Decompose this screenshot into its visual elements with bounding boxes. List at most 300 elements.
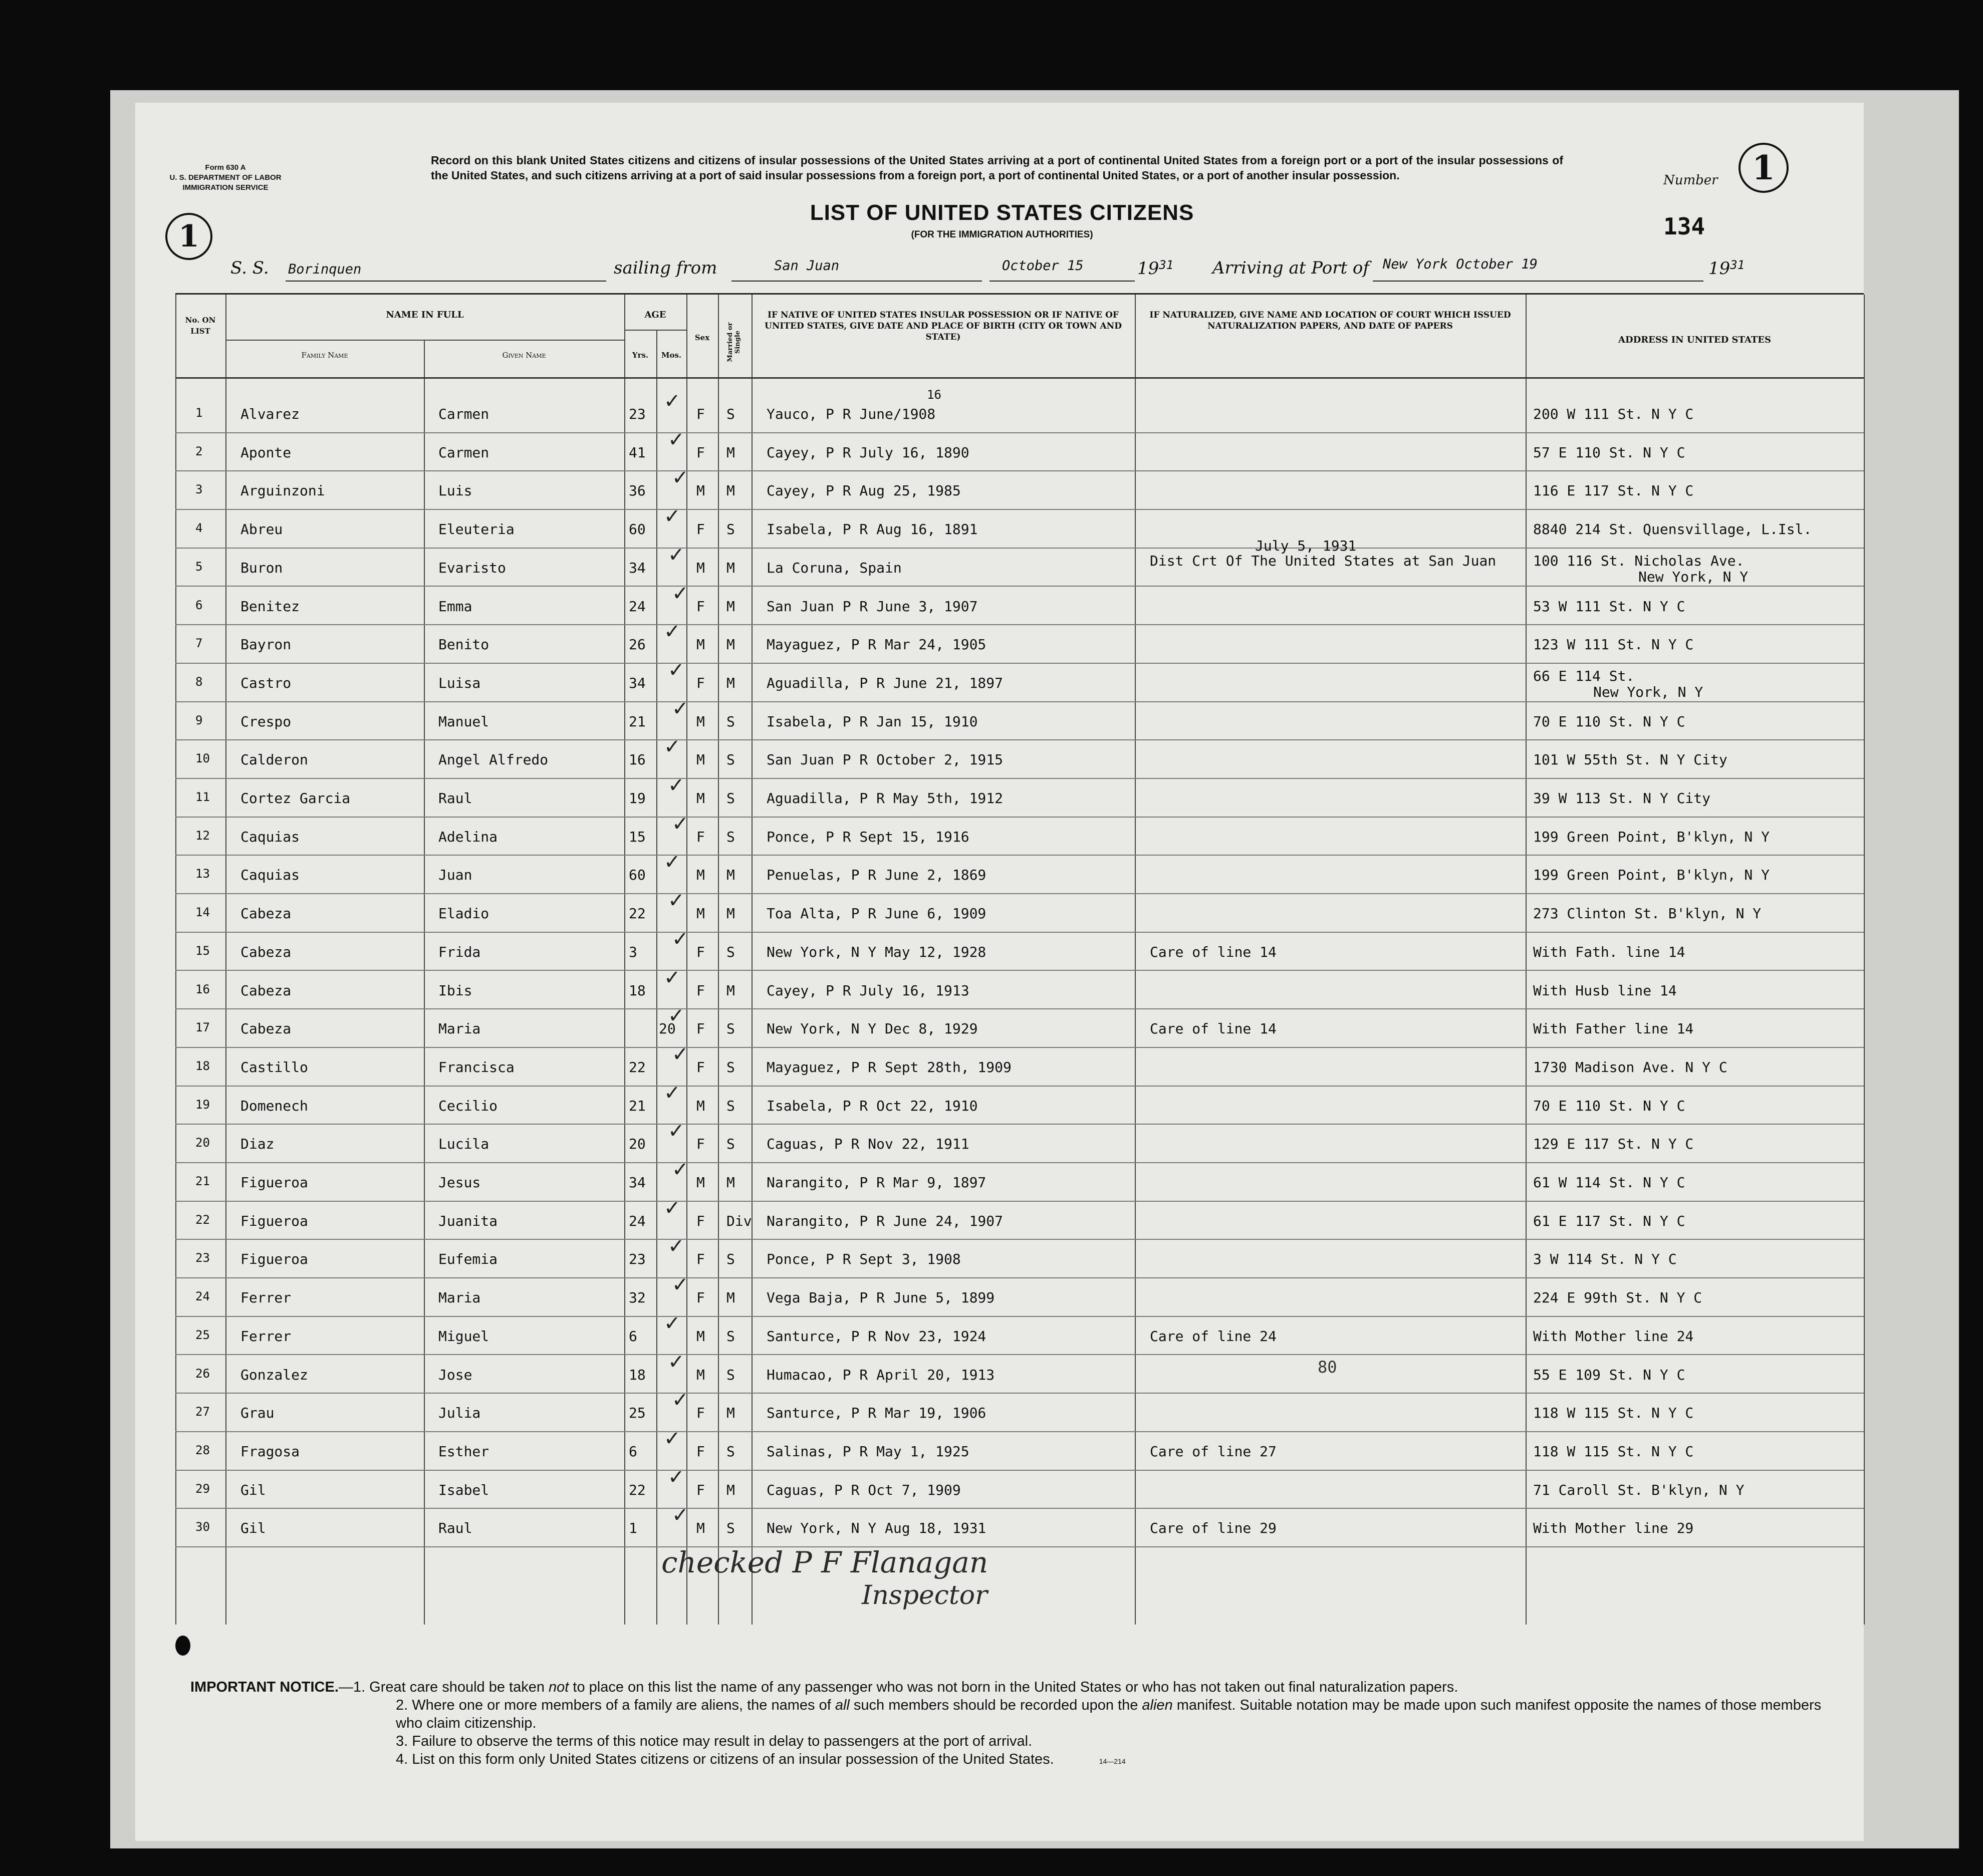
- table-row: [175, 1004, 1864, 1047]
- birth-place-date: Ponce, P R Sept 3, 1908: [767, 1251, 961, 1268]
- marital-status: M: [726, 905, 735, 922]
- age-years: 21: [629, 713, 646, 730]
- row-number: 13: [195, 867, 210, 881]
- marital-status: S: [726, 1366, 735, 1383]
- row-number: 28: [195, 1443, 210, 1457]
- department-name: U. S. DEPARTMENT OF LABOR: [169, 173, 282, 182]
- year-suffix: 31: [1159, 258, 1174, 272]
- marital-status: M: [726, 636, 735, 653]
- table-row: [175, 1120, 1864, 1163]
- row-number: 7: [195, 636, 203, 651]
- passenger-table: [175, 293, 1864, 1625]
- family-name: Figueroa: [240, 1251, 308, 1268]
- us-address: 199 Green Point, B'klyn, N Y: [1533, 867, 1770, 884]
- age-months: 20: [659, 1020, 676, 1037]
- list-number-circle: 1: [1739, 143, 1789, 193]
- age-years: 6: [629, 1443, 637, 1460]
- family-name: Gil: [240, 1520, 266, 1537]
- col-line: [1864, 295, 1865, 1625]
- sex: M: [696, 1366, 705, 1383]
- given-name: Raul: [438, 790, 472, 807]
- given-name: Jose: [438, 1366, 472, 1383]
- binder-hole: [45, 373, 64, 399]
- checkmark-icon: ✓: [664, 620, 681, 644]
- birth-place-date: Isabela, P R Jan 15, 1910: [767, 713, 978, 730]
- birth-place-date: Toa Alta, P R June 6, 1909: [767, 905, 986, 922]
- marital-status: M: [726, 1174, 735, 1191]
- checkmark-icon: ✓: [672, 1389, 689, 1412]
- us-address: With Mother line 24: [1533, 1327, 1694, 1345]
- marital-status: M: [726, 674, 735, 691]
- birth-place-date: New York, N Y May 12, 1928: [767, 943, 986, 960]
- notice-text: 4. List on this form only United States citizens or citizens of an insular possession of the United States.: [396, 1751, 1054, 1767]
- checkmark-icon: ✓: [668, 1004, 685, 1028]
- age-years: 22: [629, 1481, 646, 1498]
- birth-place-date: San Juan P R October 2, 1915: [767, 751, 1004, 768]
- sheet-number-circle: 1: [165, 213, 212, 260]
- sex: F: [696, 444, 705, 461]
- marital-status: M: [726, 559, 735, 576]
- sex: F: [696, 406, 705, 422]
- marital-status: M: [726, 1289, 735, 1306]
- row-number: 16: [195, 982, 210, 996]
- us-address: 39 W 113 St. N Y City: [1533, 790, 1711, 807]
- us-address: 55 E 109 St. N Y C: [1533, 1366, 1685, 1383]
- family-name: Abreu: [240, 521, 283, 538]
- marital-status: S: [726, 1251, 735, 1268]
- given-name: Angel Alfredo: [438, 751, 549, 768]
- sex: M: [696, 790, 705, 807]
- age-years: 6: [629, 1327, 637, 1345]
- row-number: 1: [195, 406, 203, 420]
- given-name: Eleuteria: [438, 521, 515, 538]
- marital-status: S: [726, 1327, 735, 1345]
- birth-place-date: San Juan P R June 3, 1907: [767, 598, 978, 615]
- row-number: 10: [195, 751, 210, 766]
- given-name: Eufemia: [438, 1251, 498, 1268]
- checkmark-icon: ✓: [668, 1350, 685, 1374]
- notice-heading: IMPORTANT NOTICE.: [190, 1679, 339, 1695]
- ship-underline: [286, 281, 606, 282]
- header-years: Yrs.: [632, 351, 649, 360]
- binder-hole: [175, 1636, 190, 1656]
- notice-text: to place on this list the name of any passenger who was not born in the United States or who has not taken out final naturalization papers.: [569, 1679, 1458, 1695]
- us-address: With Father line 14: [1533, 1020, 1694, 1037]
- print-code: 14—214: [1099, 1757, 1126, 1765]
- table-row: [175, 1158, 1864, 1201]
- age-years: 23: [629, 406, 646, 422]
- row-number: 19: [195, 1097, 210, 1112]
- birth-place-date: Cayey, P R July 16, 1890: [767, 444, 969, 461]
- us-address: 118 W 115 St. N Y C: [1533, 1443, 1694, 1460]
- given-name: Lucila: [438, 1136, 489, 1153]
- header-address: ADDRESS IN UNITED STATES: [1618, 335, 1771, 345]
- page-title: LIST OF UNITED STATES CITIZENS: [810, 200, 1194, 225]
- notice-emphasis: alien: [1142, 1697, 1173, 1713]
- birth-place-date: Narangito, P R June 24, 1907: [767, 1212, 1004, 1229]
- age-years: 34: [629, 1174, 646, 1191]
- us-address: 1730 Madison Ave. N Y C: [1533, 1058, 1727, 1076]
- header-naturalization: IF NATURALIZED, GIVE NAME AND LOCATION OF COURT WHICH ISSUED NATURALIZATION PAPERS, AND DATE OF PAPERS: [1149, 310, 1511, 331]
- age-years: 32: [629, 1289, 646, 1306]
- naturalization-info: Care of line 14: [1150, 943, 1277, 960]
- family-name: Arguinzoni: [240, 482, 325, 499]
- table-row: [175, 851, 1864, 894]
- birth-place-date: Humacao, P R April 20, 1913: [767, 1366, 995, 1383]
- age-years: 34: [629, 559, 646, 576]
- given-name: Maria: [438, 1289, 481, 1306]
- given-name: Benito: [438, 636, 489, 653]
- us-address: 70 E 110 St. N Y C: [1533, 1097, 1685, 1114]
- checkmark-icon: ✓: [664, 505, 681, 528]
- checkmark-icon: ✓: [672, 1042, 689, 1066]
- age-years: 26: [629, 636, 646, 653]
- age-years: 22: [629, 905, 646, 922]
- header-no-on-list: No. ON LIST: [185, 316, 216, 336]
- notice-text: manifest. Suitable notation may be made upon such manifest opposite the names of those members who claim citizenship.: [396, 1697, 1822, 1731]
- birth-place-date: Salinas, P R May 1, 1925: [767, 1443, 969, 1460]
- birth-place-date: Isabela, P R Oct 22, 1910: [767, 1097, 978, 1114]
- header-months: Mos.: [661, 351, 682, 360]
- important-notice: [190, 1678, 1844, 1770]
- given-name: Ibis: [438, 982, 472, 999]
- header-age: AGE: [644, 310, 666, 320]
- sex: M: [696, 751, 705, 768]
- table-row: [175, 889, 1864, 932]
- family-name: Figueroa: [240, 1174, 308, 1191]
- age-years: 18: [629, 1366, 646, 1383]
- sex: F: [696, 1058, 705, 1076]
- header-divider: [225, 340, 624, 341]
- us-address: 101 W 55th St. N Y City: [1533, 751, 1727, 768]
- checkmark-icon: ✓: [672, 1504, 689, 1527]
- family-name: Caquias: [240, 867, 300, 884]
- family-name: Grau: [240, 1405, 275, 1422]
- family-name: Ferrer: [240, 1289, 292, 1306]
- birth-place-date: Mayaguez, P R Mar 24, 1905: [767, 636, 986, 653]
- age-years: 41: [629, 444, 646, 461]
- notice-emphasis: all: [835, 1697, 850, 1713]
- marital-status: S: [726, 1520, 735, 1537]
- marital-status: M: [726, 444, 735, 461]
- age-years: 24: [629, 598, 646, 615]
- row-number: 29: [195, 1481, 210, 1496]
- sex: F: [696, 521, 705, 538]
- marital-status: S: [726, 828, 735, 845]
- age-years: 21: [629, 1097, 646, 1114]
- table-row: [175, 697, 1864, 740]
- inspector-title: Inspector: [862, 1580, 987, 1611]
- row-number: 4: [195, 521, 203, 535]
- age-years: 3: [629, 943, 637, 960]
- age-years: 16: [629, 751, 646, 768]
- arrival-year: [1708, 258, 1745, 279]
- row-number: 27: [195, 1405, 210, 1419]
- given-name: Francisca: [438, 1058, 515, 1076]
- family-name: Bayron: [240, 636, 292, 653]
- sex: F: [696, 1136, 705, 1153]
- notice-item-2: [190, 1696, 1844, 1732]
- table-row: [175, 1427, 1864, 1470]
- marital-status: M: [726, 482, 735, 499]
- year-suffix: 31: [1730, 258, 1745, 272]
- header-sex: Sex: [694, 333, 710, 342]
- departure-date: October 15: [1002, 258, 1084, 274]
- us-address: 116 E 117 St. N Y C: [1533, 482, 1694, 499]
- table-row: [175, 812, 1864, 856]
- given-name: Juanita: [438, 1212, 498, 1229]
- date-underline: [989, 281, 1135, 282]
- marital-status: S: [726, 406, 735, 422]
- marital-status: S: [726, 1443, 735, 1460]
- family-name: Cabeza: [240, 1020, 292, 1037]
- row-number: 23: [195, 1251, 210, 1265]
- age-years: 19: [629, 790, 646, 807]
- birth-place-date: Cayey, P R Aug 25, 1985: [767, 482, 961, 499]
- header-married-single: Married or Single: [726, 322, 741, 362]
- age-years: 23: [629, 1251, 646, 1268]
- us-address: With Mother line 29: [1533, 1520, 1694, 1537]
- birth-place-date: Narangito, P R Mar 9, 1897: [767, 1174, 986, 1191]
- us-address: 123 W 111 St. N Y C: [1533, 636, 1694, 653]
- sex: F: [696, 1481, 705, 1498]
- sex: F: [696, 1289, 705, 1306]
- row-number: 30: [195, 1520, 210, 1534]
- marital-status: S: [726, 1097, 735, 1114]
- checkmark-icon: ✓: [668, 543, 685, 567]
- naturalization-info: Care of line 29: [1150, 1520, 1277, 1537]
- age-years: 25: [629, 1405, 646, 1422]
- header-name-in-full: NAME IN FULL: [386, 310, 464, 320]
- us-address: 129 E 117 St. N Y C: [1533, 1136, 1694, 1153]
- number-label: Number: [1663, 173, 1718, 188]
- given-name: Carmen: [438, 406, 489, 422]
- us-address: 224 E 99th St. N Y C: [1533, 1289, 1702, 1306]
- naturalization-date: July 5, 1931: [1255, 537, 1357, 554]
- sex: M: [696, 1174, 705, 1191]
- age-years: 18: [629, 982, 646, 999]
- arrival-port-date: New York October 19: [1383, 256, 1538, 272]
- row-number: 25: [195, 1327, 210, 1342]
- checkmark-icon: ✓: [672, 1158, 689, 1181]
- sex: M: [696, 1097, 705, 1114]
- given-name: Luisa: [438, 674, 481, 691]
- table-row: [175, 1081, 1864, 1125]
- family-name: Cortez Garcia: [240, 790, 351, 807]
- sex: F: [696, 1251, 705, 1268]
- age-years: 60: [629, 521, 646, 538]
- checkmark-icon: ✓: [664, 1427, 681, 1450]
- birth-note: 16: [927, 388, 941, 402]
- table-row: [175, 1350, 1864, 1394]
- row-number: 24: [195, 1289, 210, 1304]
- age-years: 34: [629, 674, 646, 691]
- marital-status: M: [726, 1481, 735, 1498]
- family-name: Gil: [240, 1481, 266, 1498]
- given-name: Manuel: [438, 713, 489, 730]
- checkmark-icon: ✓: [664, 1196, 681, 1220]
- row-number: 17: [195, 1020, 210, 1035]
- birth-place-date: Vega Baja, P R June 5, 1899: [767, 1289, 995, 1306]
- row-divider: [175, 1546, 1864, 1547]
- table-row: [175, 1389, 1864, 1432]
- sex: F: [696, 943, 705, 960]
- departure-underline: [731, 281, 982, 282]
- page-subtitle: (FOR THE IMMIGRATION AUTHORITIES): [911, 229, 1093, 240]
- birth-place-date: La Coruna, Spain: [767, 559, 902, 576]
- age-years: 20: [629, 1136, 646, 1153]
- form-number: Form 630 A: [205, 163, 246, 172]
- family-name: Cabeza: [240, 943, 292, 960]
- row-number: 15: [195, 943, 210, 958]
- naturalization-info: Dist Crt Of The United States at San Juan: [1150, 552, 1497, 569]
- checkmark-icon: ✓: [668, 1235, 685, 1258]
- birth-place-date: Aguadilla, P R May 5th, 1912: [767, 790, 1004, 807]
- marital-status: Div: [726, 1212, 752, 1229]
- row-number: 9: [195, 713, 203, 727]
- naturalization-info: Care of line 24: [1150, 1327, 1277, 1345]
- marital-status: S: [726, 713, 735, 730]
- family-name: Buron: [240, 559, 283, 576]
- row-number: 22: [195, 1212, 210, 1227]
- checkmark-icon: ✓: [672, 812, 689, 836]
- header-given-name: Given Name: [502, 351, 546, 360]
- header-family-name: Family Name: [301, 351, 348, 360]
- checkmark-icon: ✓: [668, 1465, 685, 1489]
- inspector-signature: checked P F Flanagan: [661, 1545, 988, 1579]
- table-row: [175, 1196, 1864, 1240]
- given-name: Eladio: [438, 905, 489, 922]
- marital-status: S: [726, 1136, 735, 1153]
- checkmark-icon: ✓: [672, 697, 689, 720]
- us-address: 100 116 St. Nicholas Ave.: [1533, 552, 1745, 569]
- us-address: 61 W 114 St. N Y C: [1533, 1174, 1685, 1191]
- given-name: Carmen: [438, 444, 489, 461]
- table-row: [175, 428, 1864, 471]
- service-name: IMMIGRATION SERVICE: [182, 183, 269, 192]
- us-address: 57 E 110 St. N Y C: [1533, 444, 1685, 461]
- birth-place-date: Yauco, P R June/1908: [767, 406, 936, 422]
- birth-place-date: Aguadilla, P R June 21, 1897: [767, 674, 1004, 691]
- departure-year: [1137, 258, 1173, 279]
- notice-item-3: 3. Failure to observe the terms of this notice may result in delay to passengers at the port of arrival.: [396, 1733, 1033, 1749]
- header-divider: [624, 330, 686, 331]
- sailing-label: sailing from: [614, 258, 717, 278]
- family-name: Aponte: [240, 444, 292, 461]
- birth-place-date: New York, N Y Aug 18, 1931: [767, 1520, 986, 1537]
- notice-text: —1. Great care should be taken: [338, 1679, 549, 1695]
- given-name: Isabel: [438, 1481, 489, 1498]
- sex: F: [696, 1405, 705, 1422]
- age-years: 15: [629, 828, 646, 845]
- family-name: Crespo: [240, 713, 292, 730]
- row-number: 5: [195, 559, 203, 574]
- row-number: 8: [195, 674, 203, 689]
- ship-name: Borinquen: [288, 261, 362, 277]
- family-name: Domenech: [240, 1097, 308, 1114]
- sex: F: [696, 1020, 705, 1037]
- sex: F: [696, 828, 705, 845]
- binder-hole: [45, 1257, 64, 1283]
- sex: M: [696, 905, 705, 922]
- us-address: 3 W 114 St. N Y C: [1533, 1251, 1677, 1268]
- sex: M: [696, 482, 705, 499]
- table-row: [175, 388, 1864, 433]
- age-years: 60: [629, 867, 646, 884]
- us-address-line-2: New York, N Y: [1638, 568, 1749, 585]
- age-years: 24: [629, 1212, 646, 1229]
- family-name: Ferrer: [240, 1327, 292, 1345]
- row-number: 14: [195, 905, 210, 920]
- birth-place-date: Penuelas, P R June 2, 1869: [767, 867, 986, 884]
- row-number: 6: [195, 598, 203, 612]
- table-row: [175, 1042, 1864, 1086]
- family-name: Calderon: [240, 751, 308, 768]
- us-address: 61 E 117 St. N Y C: [1533, 1212, 1685, 1229]
- family-name: Fragosa: [240, 1443, 300, 1460]
- checkmark-icon: ✓: [664, 1081, 681, 1105]
- family-name: Figueroa: [240, 1212, 308, 1229]
- us-address: 66 E 114 St.: [1533, 667, 1635, 684]
- birth-place-date: New York, N Y Dec 8, 1929: [767, 1020, 978, 1037]
- table-row: [175, 582, 1864, 625]
- birth-place-date: Caguas, P R Oct 7, 1909: [767, 1481, 961, 1498]
- arriving-label: Arriving at Port of: [1212, 258, 1369, 278]
- sex: F: [696, 1212, 705, 1229]
- given-name: Jesus: [438, 1174, 481, 1191]
- row-number: 20: [195, 1136, 210, 1150]
- birth-place-date: Caguas, P R Nov 22, 1911: [767, 1136, 969, 1153]
- given-name: Julia: [438, 1405, 481, 1422]
- age-years: 22: [629, 1058, 646, 1076]
- sex: M: [696, 713, 705, 730]
- family-name: Benitez: [240, 598, 300, 615]
- checkmark-icon: ✓: [668, 889, 685, 913]
- sex: M: [696, 1520, 705, 1537]
- record-instructions: Record on this blank United States citizens and citizens of insular possessions of the United States arriving at a port of continental United States from a foreign port or a port of the insular possessions of the United States, and such citizens arriving at a port of said insular possessions from a foreign port, a port of continental United States, or a port of another insular possession.: [431, 154, 1563, 182]
- table-row: [175, 735, 1864, 778]
- row-number: 3: [195, 482, 203, 497]
- table-row: [175, 1311, 1864, 1355]
- birth-place-date: Santurce, P R Mar 19, 1906: [767, 1405, 986, 1422]
- marital-status: S: [726, 943, 735, 960]
- family-name: Gonzalez: [240, 1366, 308, 1383]
- birth-place-date: Isabela, P R Aug 16, 1891: [767, 521, 978, 538]
- table-row: [175, 927, 1864, 971]
- header-place-of-birth: IF NATIVE OF UNITED STATES INSULAR POSSESSION OR IF NATIVE OF UNITED STATES, GIVE DATE AND PLACE OF BIRTH (CITY OR TOWN AND STATE): [765, 310, 1122, 342]
- us-address: 200 W 111 St. N Y C: [1533, 406, 1694, 422]
- age-years: 1: [629, 1520, 637, 1537]
- us-address: 8840 214 St. Quensvillage, L.Isl.: [1533, 521, 1812, 538]
- given-name: Luis: [438, 482, 472, 499]
- given-name: Cecilio: [438, 1097, 498, 1114]
- given-name: Juan: [438, 867, 472, 884]
- binder-hole: [45, 1182, 64, 1208]
- departure-port: San Juan: [774, 258, 840, 274]
- row-number: 18: [195, 1058, 210, 1073]
- sex: F: [696, 1443, 705, 1460]
- arrival-underline: [1373, 281, 1703, 282]
- binder-hole: [45, 706, 64, 732]
- notice-emphasis: not: [549, 1679, 569, 1695]
- us-address: 273 Clinton St. B'klyn, N Y: [1533, 905, 1762, 922]
- ss-label: S. S.: [230, 258, 269, 278]
- binder-hole: [45, 1618, 64, 1644]
- binder-hole: [45, 296, 64, 322]
- age-years: 36: [629, 482, 646, 499]
- table-row: [175, 1465, 1864, 1509]
- sex: M: [696, 559, 705, 576]
